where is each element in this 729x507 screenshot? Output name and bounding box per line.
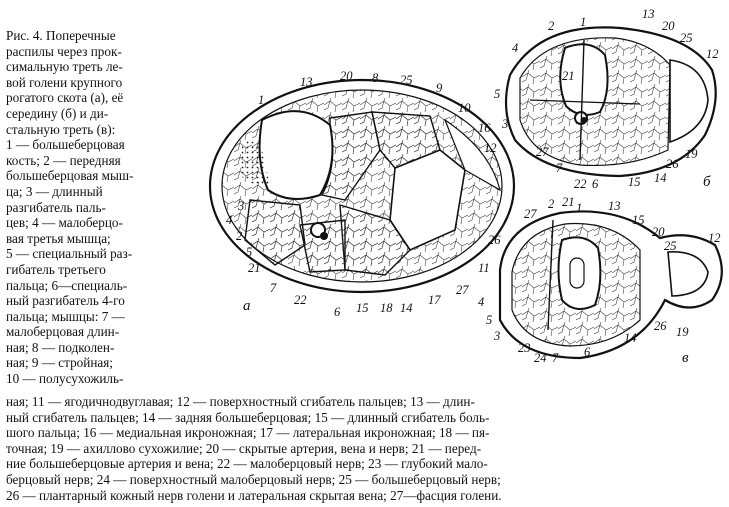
section_a-label: 10 — [458, 101, 471, 115]
section_c-label: 1 — [576, 201, 583, 215]
section_c-label: 21 — [562, 195, 575, 209]
caption-line: цев; 4 — малоберцо- — [6, 215, 123, 231]
section_a-label: 12 — [484, 141, 497, 155]
section_a-label: 7 — [270, 281, 277, 295]
caption-bottom-line: 26 — плантарный кожный нерв голени и латеральная скрытая вена; 27—фасция голени. — [6, 487, 502, 503]
caption-line: пальца; 6—специаль- — [6, 277, 128, 293]
section_a-label: 11 — [478, 261, 490, 275]
section_b-label: 6 — [592, 177, 599, 191]
section_b-label: 27 — [536, 145, 549, 159]
section_b-label: 3 — [502, 117, 509, 131]
section_a-label: 3 — [238, 199, 245, 213]
caption-bottom-line: ние большеберцовые артерия и вена; 22 — малоберцовый нерв; 23 — глубокий мало- — [6, 456, 488, 472]
section-c-drawing — [500, 211, 722, 358]
section_c-label: 25 — [664, 239, 677, 253]
section_a-label: 13 — [300, 75, 313, 89]
section_c-label: 27 — [524, 207, 537, 221]
section_a-label: 25 — [400, 73, 413, 87]
caption-bottom-line: шого пальца; 16 — медиальная икроножная; 17 — латеральная икроножная; 18 — пя- — [6, 425, 490, 441]
section_b-label: 25 — [680, 31, 693, 45]
caption-line: ная; 9 — стройная; — [6, 355, 113, 371]
section_c-label: 24 — [534, 351, 547, 365]
section_b-label: 4 — [512, 41, 519, 55]
caption-line: вая третья мышца; — [6, 230, 111, 246]
caption-bottom-line: берцовый нерв; 24 — поверхностный малоберцовый нерв; 25 — большеберцовый нерв; — [6, 471, 501, 487]
caption-line: вой голени крупного — [6, 74, 123, 90]
section_a-label: 6 — [334, 305, 341, 319]
section_a-label: 4 — [226, 213, 233, 227]
caption-line: симальную треть ле- — [6, 59, 123, 75]
section_a-label: 16 — [478, 121, 491, 135]
section_c-label: 7 — [552, 351, 559, 365]
section-c-letter: в — [682, 350, 689, 366]
section_b-label: 19 — [685, 147, 698, 161]
section_c-label: 14 — [624, 331, 637, 345]
section_a-label: 17 — [428, 293, 441, 307]
section_b-label: 21 — [562, 69, 575, 83]
caption-line: разгибатель паль- — [6, 199, 106, 215]
section_c-label: 2 — [548, 197, 555, 211]
section_c-label: 20 — [652, 225, 665, 239]
caption-line: распилы через прок- — [6, 43, 122, 59]
section_a-label: 26 — [488, 233, 501, 247]
section_c-label: 23 — [518, 341, 531, 355]
section_b-label: 2 — [548, 19, 555, 33]
section_c-label: 26 — [654, 319, 667, 333]
caption-line: рогатого скота (а), её — [6, 90, 124, 106]
section_a-label: 20 — [340, 69, 353, 83]
caption-bottom-line: точная; 19 — ахиллово сухожилие; 20 — скрытые артерия, вена и нерв; 21 — перед- — [6, 440, 482, 456]
section_a-label: 5 — [246, 245, 253, 259]
section_a-label: 22 — [294, 293, 307, 307]
caption-bottom-line: ная; 11 — ягодичнодвуглавая; 12 — поверхностный сгибатель пальцев; 13 — длин- — [6, 394, 475, 409]
section_a-label: 15 — [356, 301, 369, 315]
caption-line: Рис. 4. Поперечные — [6, 28, 116, 43]
section_c-label: 15 — [632, 213, 645, 227]
section_b-label: 15 — [628, 175, 641, 189]
section_c-label: 12 — [708, 231, 721, 245]
section_a-label: 1 — [258, 93, 265, 107]
caption-line: 10 — полусухожиль- — [6, 371, 124, 387]
caption-line: малоберцовая длин- — [6, 324, 120, 340]
caption-line: 1 — большеберцовая — [6, 137, 125, 153]
section_a-label: 8 — [372, 71, 379, 85]
section_b-label: 12 — [706, 47, 719, 61]
section_a-label: 14 — [400, 301, 413, 315]
section_b-label: 26 — [666, 157, 679, 171]
section_b-label: 14 — [654, 171, 667, 185]
section_c-label: 13 — [608, 199, 621, 213]
section_c-label: 19 — [676, 325, 689, 339]
caption-line: гибатель третьего — [6, 261, 106, 277]
section_a-label: 2 — [236, 229, 243, 243]
section-a-letter: а — [243, 298, 251, 314]
caption-line: 5 — специальный раз- — [6, 246, 133, 262]
section_b-label: 1 — [580, 15, 587, 29]
section_b-label: 5 — [494, 87, 501, 101]
section_a-label: 27 — [456, 283, 469, 297]
section_c-label: 4 — [478, 295, 485, 309]
section-b-letter: б — [703, 174, 711, 190]
caption-line: ца; 3 — длинный — [6, 183, 103, 199]
section_b-label: 13 — [642, 7, 655, 21]
caption-bottom-line: ный сгибатель пальцев; 14 — задняя большеберцовая; 15 — длинный сгибатель боль- — [6, 409, 490, 425]
section_b-label: 22 — [574, 177, 587, 191]
figure-caption-bottom — [6, 394, 722, 503]
section_c-label: 5 — [486, 313, 493, 327]
section_c-label: 3 — [494, 329, 501, 343]
caption-line: ная; 8 — подколен- — [6, 339, 115, 355]
caption-line: большеберцовая мыш- — [6, 168, 134, 184]
section_a-label: 21 — [248, 261, 261, 275]
caption-line: кость; 2 — передняя — [6, 152, 121, 168]
section_c-label: 6 — [584, 345, 591, 359]
section_a-label: 9 — [436, 81, 443, 95]
caption-line: середину (б) и ди- — [6, 105, 109, 121]
section_a-label: 18 — [380, 301, 393, 315]
caption-line: пальца; мышцы: 7 — — [6, 308, 125, 324]
section_b-label: 20 — [662, 19, 675, 33]
caption-line: ный разгибатель 4-го — [6, 293, 125, 309]
section_b-label: 7 — [556, 161, 563, 175]
caption-line: стальную треть (в): — [6, 121, 116, 137]
